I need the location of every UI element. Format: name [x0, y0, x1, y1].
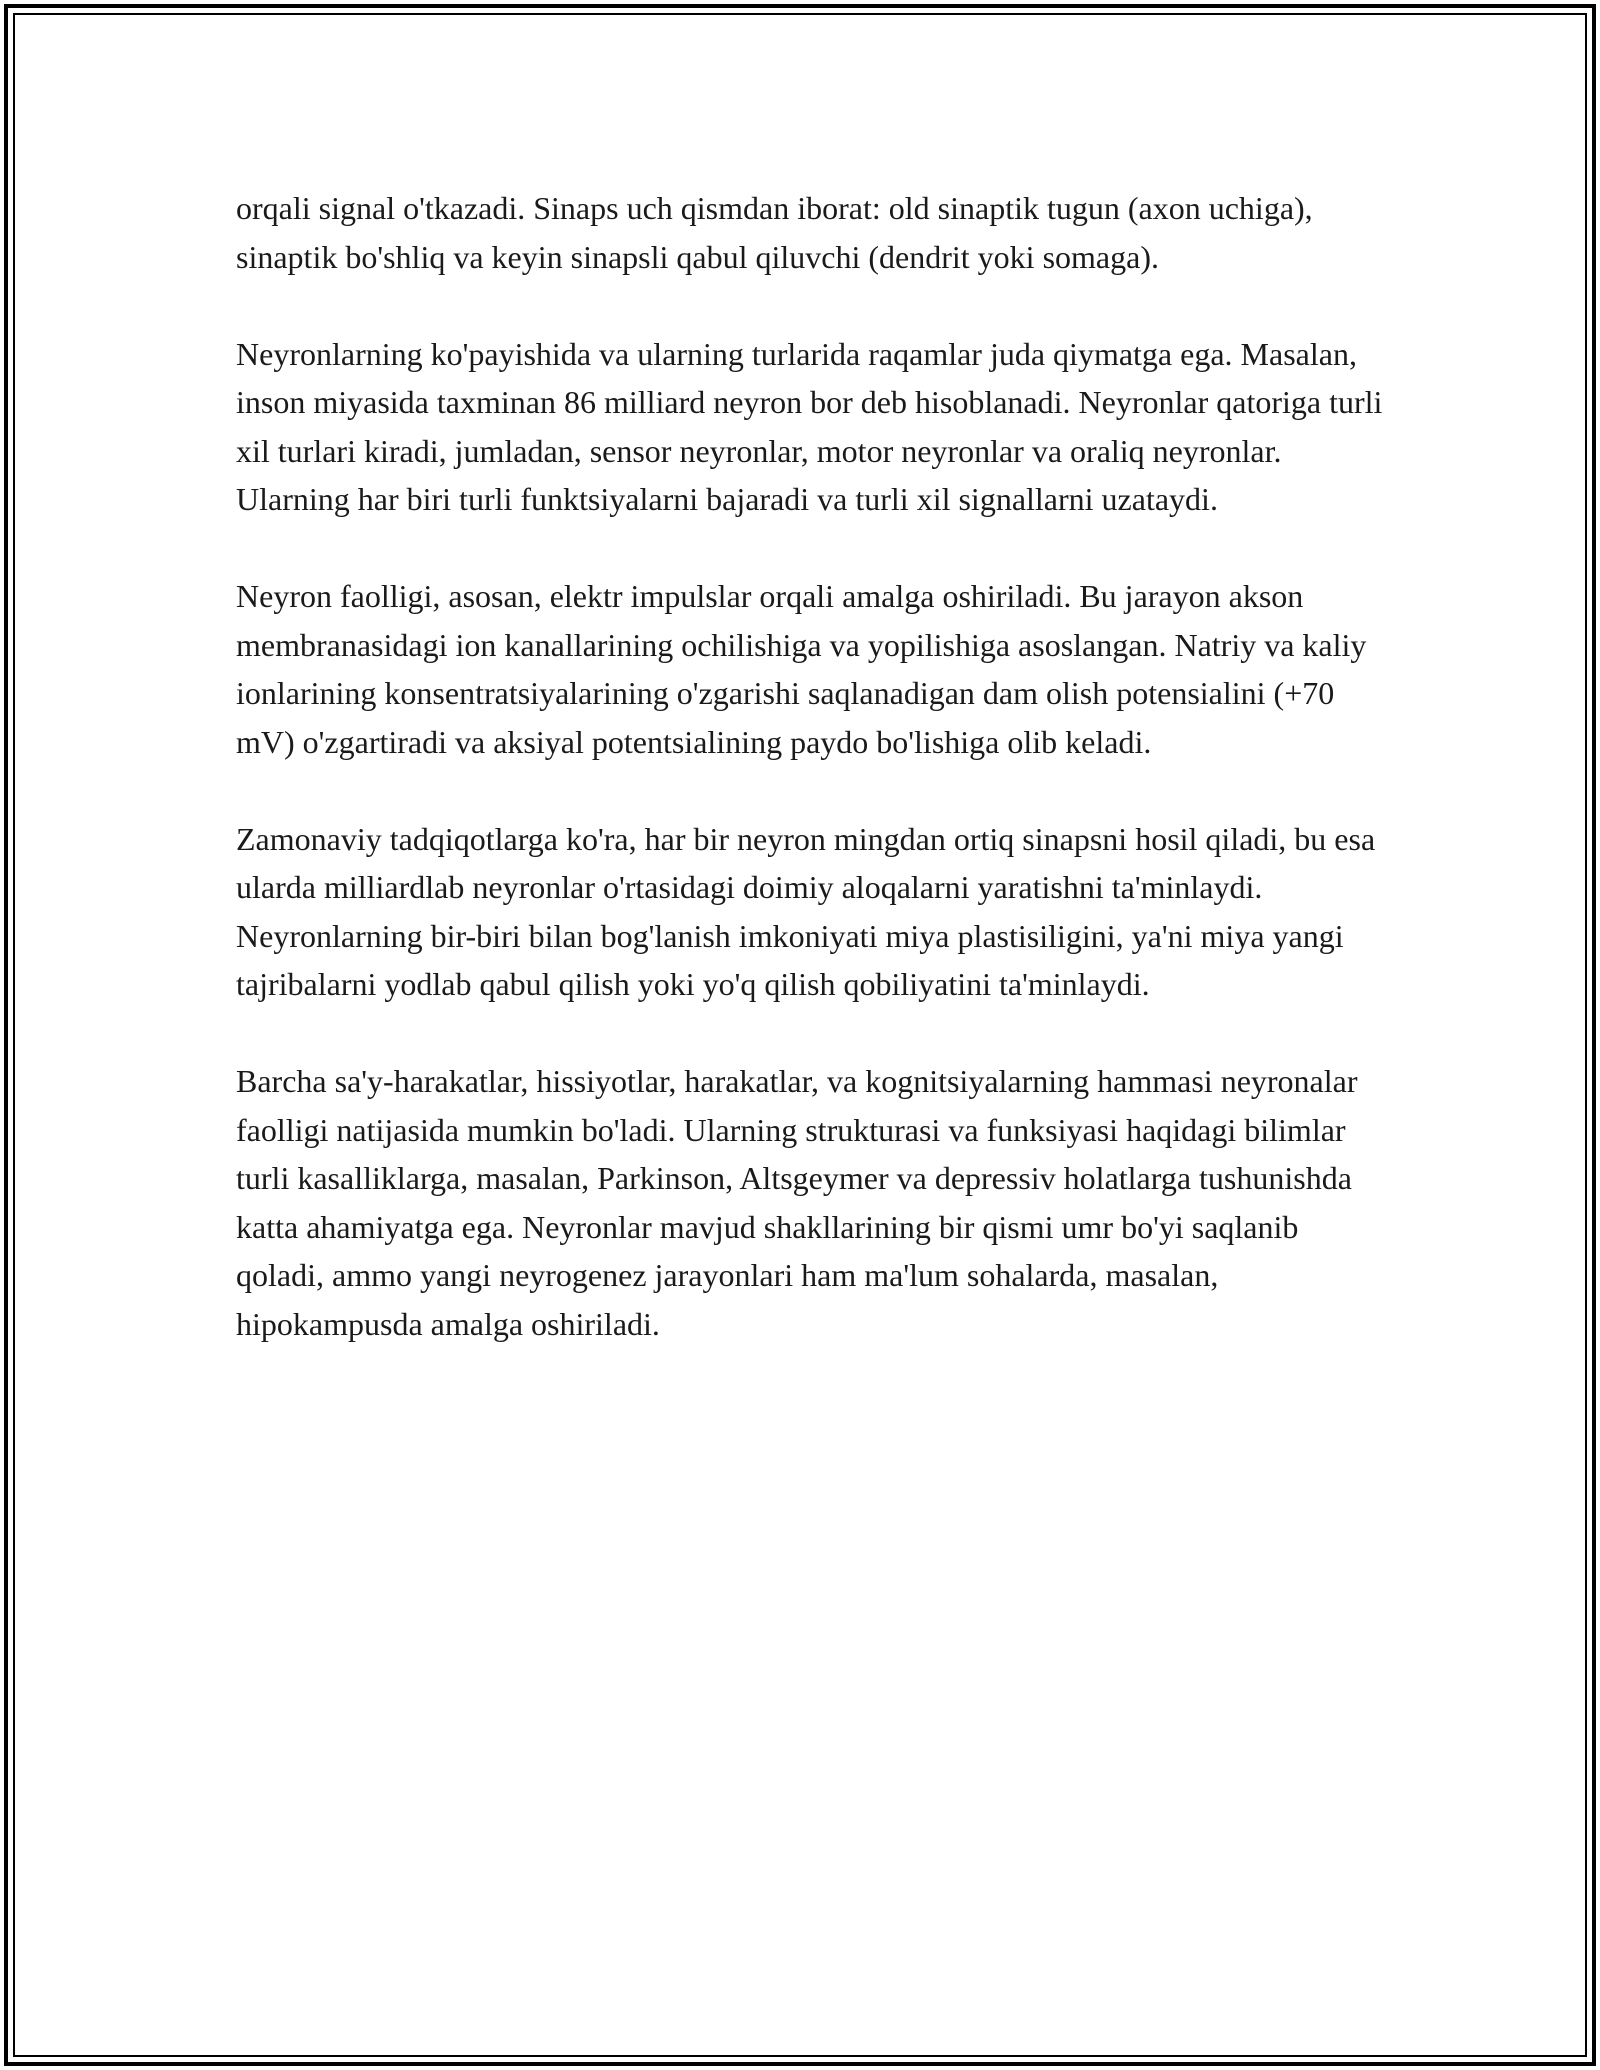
document-body — [236, 184, 1386, 1397]
paragraph-neuron-types: Neyronlarning ko'payishida va ularning turlarida raqamlar juda qiymatga ega. Masalan, inson miyasida taxminan 86 milliard neyron bor deb hisoblanadi. Neyronlar qatoriga turli xil turlari kiradi, jumladan, sensor neyronlar, motor neyronlar va oraliq neyronlar. Ularning har biri turli funktsiyalarni bajaradi va turli xil signallarni uzataydi. — [236, 335, 1383, 517]
paragraph-significance: Barcha sa'y-harakatlar, hissiyotlar, harakatlar, va kognitsiyalarning hammasi neyronalar faolligi natijasida mumkin bo'ladi. Ularning strukturasi va funksiyasi haqidagi bilimlar turli kasalliklarga, masalan, Parkinson, Altsgeymer va depressiv holatlarga tushunishda katta ahamiyatga ega. Neyronlar mavjud shakllarining bir qismi umr bo'yi saqlanib qoladi, ammo yangi neyrogenez jarayonlari ham ma'lum sohalarda, masalan, hipokampusda amalga oshiriladi. — [236, 1063, 1358, 1342]
paragraph-neuron-activity: Neyron faolligi, asosan, elektr impulslar orqali amalga oshiriladi. Bu jarayon akson membranasidagi ion kanallarining ochilishiga va yopilishiga asoslangan. Natriy va kaliy ionlarining konsentratsiyalarining o'zgarishi saqlanadigan dam olish potensialini (+70 mV) o'zgartiradi va aksiyal potentsialining paydo bo'lishiga olib keladi. — [236, 578, 1367, 760]
paragraph-synapse: orqali signal o'tkazadi. Sinaps uch qismdan iborat: old sinaptik tugun (axon uchiga), sinaptik bo'shliq va keyin sinapsli qabul qiluvchi (dendrit yoki somaga). — [236, 190, 1313, 275]
paragraph-plasticity: Zamonaviy tadqiqotlarga ko'ra, har bir neyron mingdan ortiq sinapsni hosil qiladi, bu esa ularda milliardlab neyronlar o'rtasidagi doimiy aloqalarni yaratishni ta'minlaydi. Neyronlarning bir-biri bilan bog'lanish imkoniyati miya plastisiligini, ya'ni miya yangi tajribalarni yodlab qabul qilish yoki yo'q qilish qobiliyatini ta'minlaydi. — [236, 820, 1376, 1002]
